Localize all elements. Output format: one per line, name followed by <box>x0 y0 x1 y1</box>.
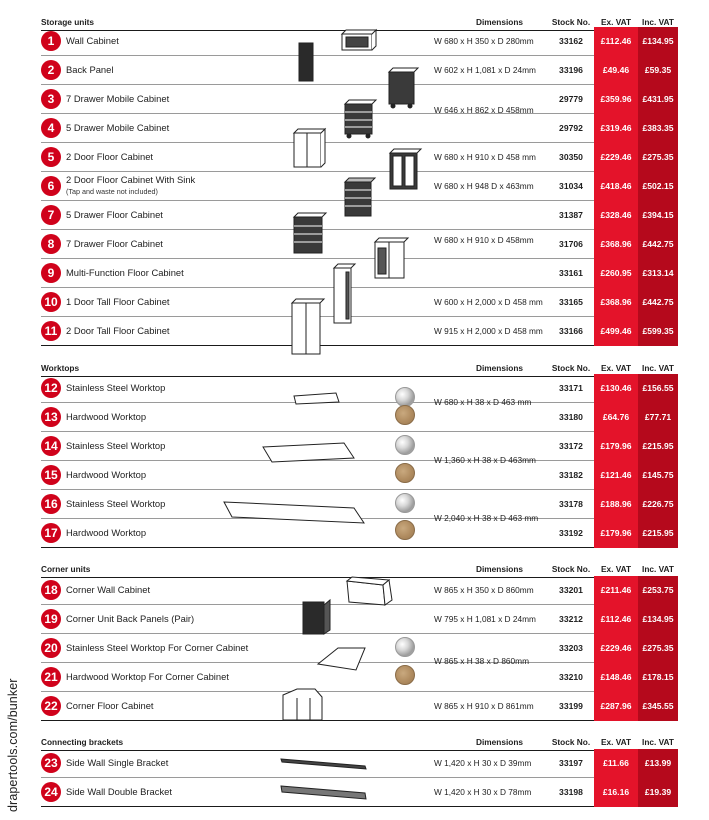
product-name: Corner Wall Cabinet <box>66 584 151 595</box>
price-inc-vat: £134.95 <box>638 605 678 634</box>
column-inc-vat: Inc. VAT <box>642 737 674 747</box>
price-inc-vat: £215.95 <box>638 432 678 461</box>
item-number-badge: 9 <box>41 263 61 283</box>
column-stock-no: Stock No. <box>551 564 591 574</box>
corner-cabinet-icon <box>283 689 322 720</box>
item-number-badge: 15 <box>41 465 61 485</box>
shared-dimensions: W 865 x H 38 x D 860mm <box>434 656 529 666</box>
product-name: Hardwood Worktop <box>66 411 147 422</box>
column-ex-vat: Ex. VAT <box>600 363 632 373</box>
item-number-badge: 8 <box>41 234 61 254</box>
item-number-badge: 13 <box>41 407 61 427</box>
stock-number: 33162 <box>559 36 583 46</box>
tall-cabinet-icon <box>334 264 355 323</box>
column-dimensions: Dimensions <box>475 564 524 574</box>
item-number-badge: 3 <box>41 89 61 109</box>
price-inc-vat: £313.14 <box>638 259 678 288</box>
stock-number: 33171 <box>559 383 583 393</box>
price-inc-vat: £502.15 <box>638 172 678 201</box>
column-dimensions: Dimensions <box>475 363 524 373</box>
price-ex-vat: £499.46 <box>594 317 638 346</box>
price-ex-vat: £148.46 <box>594 663 638 692</box>
item-number-badge: 1 <box>41 31 61 51</box>
product-name: 7 Drawer Mobile Cabinet <box>66 93 170 104</box>
sidebar-url: drapertools.com/bunker <box>6 678 20 812</box>
product-dimensions: W 1,420 x H 30 x D 78mm <box>434 787 532 797</box>
price-ex-vat: £112.46 <box>594 605 638 634</box>
item-number-badge: 23 <box>41 753 61 773</box>
product-name: Hardwood Worktop For Corner Cabinet <box>66 671 229 682</box>
product-name: Stainless Steel Worktop <box>66 440 166 451</box>
item-number-badge: 19 <box>41 609 61 629</box>
price-inc-vat: £275.35 <box>638 143 678 172</box>
price-ex-vat: £328.46 <box>594 201 638 230</box>
section-title: Worktops <box>41 363 80 373</box>
shared-dimensions: W 680 x H 910 x D 458mm <box>434 235 534 245</box>
product-name: 2 Door Tall Floor Cabinet <box>66 325 170 336</box>
price-inc-vat: £77.71 <box>638 403 678 432</box>
worktop-icon <box>224 502 364 523</box>
stock-number: 29792 <box>559 123 583 133</box>
column-dimensions: Dimensions <box>475 17 524 27</box>
column-stock-no: Stock No. <box>551 737 591 747</box>
column-stock-no: Stock No. <box>551 363 591 373</box>
product-dimensions: W 680 x H 948 D x 463mm <box>434 181 534 191</box>
floor-cabinet-icon <box>390 149 421 189</box>
stock-number: 33178 <box>559 499 583 509</box>
product-name: 7 Drawer Floor Cabinet <box>66 238 163 249</box>
price-ex-vat: £188.96 <box>594 490 638 519</box>
item-number-badge: 5 <box>41 147 61 167</box>
stock-number: 33192 <box>559 528 583 538</box>
product-name: 5 Drawer Mobile Cabinet <box>66 122 170 133</box>
price-ex-vat: £260.95 <box>594 259 638 288</box>
stock-number: 31387 <box>559 210 583 220</box>
price-inc-vat: £599.35 <box>638 317 678 346</box>
floor-cabinet-icon <box>375 238 408 278</box>
item-number-badge: 11 <box>41 321 61 341</box>
stock-number: 30350 <box>559 152 583 162</box>
column-dimensions: Dimensions <box>475 737 524 747</box>
product-name: Back Panel <box>66 64 114 75</box>
item-number-badge: 20 <box>41 638 61 658</box>
mobile-cabinet-icon <box>345 100 376 138</box>
product-dimensions: W 915 x H 2,000 x D 458 mm <box>434 326 543 336</box>
floor-cabinet-icon <box>345 178 375 216</box>
product-dimensions: W 680 x H 910 x D 458 mm <box>434 152 536 162</box>
shared-dimensions: W 1,360 x H 38 x D 463mm <box>434 455 536 465</box>
price-ex-vat: £368.96 <box>594 288 638 317</box>
item-number-badge: 24 <box>41 782 61 802</box>
item-number-badge: 18 <box>41 580 61 600</box>
price-ex-vat: £64.76 <box>594 403 638 432</box>
price-ex-vat: £229.46 <box>594 143 638 172</box>
stock-number: 33197 <box>559 758 583 768</box>
product-name: 2 Door Floor Cabinet With Sink <box>66 174 196 185</box>
price-inc-vat: £145.75 <box>638 461 678 490</box>
shared-dimensions: W 2,040 x H 38 x D 463 mm <box>434 513 539 523</box>
worktop-icon <box>263 443 354 462</box>
column-inc-vat: Inc. VAT <box>642 363 674 373</box>
item-number-badge: 17 <box>41 523 61 543</box>
item-number-badge: 21 <box>41 667 61 687</box>
price-inc-vat: £345.55 <box>638 692 678 721</box>
price-inc-vat: £442.75 <box>638 230 678 259</box>
price-ex-vat: £179.96 <box>594 432 638 461</box>
stock-number: 33182 <box>559 470 583 480</box>
item-number-badge: 12 <box>41 378 61 398</box>
column-inc-vat: Inc. VAT <box>642 17 674 27</box>
back-panel-icon <box>303 600 330 634</box>
stock-number: 33198 <box>559 787 583 797</box>
stock-number: 33196 <box>559 65 583 75</box>
floor-cabinet-icon <box>294 213 326 253</box>
product-dimensions: W 795 x H 1,081 x D 24mm <box>434 614 536 624</box>
column-ex-vat: Ex. VAT <box>600 17 632 27</box>
column-ex-vat: Ex. VAT <box>600 564 632 574</box>
product-dimensions: W 865 x H 350 x D 860mm <box>434 585 534 595</box>
shared-dimensions: W 646 x H 862 x D 458mm <box>434 105 534 115</box>
product-name: Side Wall Double Bracket <box>66 786 172 797</box>
mobile-cabinet-icon <box>389 68 418 108</box>
section-title: Connecting brackets <box>41 737 124 747</box>
product-note: (Tap and waste not included) <box>66 187 158 196</box>
section-title: Corner units <box>41 564 91 574</box>
stock-number: 33166 <box>559 326 583 336</box>
price-inc-vat: £442.75 <box>638 288 678 317</box>
stock-number: 33212 <box>559 614 583 624</box>
price-inc-vat: £134.95 <box>638 27 678 56</box>
price-inc-vat: £156.55 <box>638 374 678 403</box>
product-name: Hardwood Worktop <box>66 527 147 538</box>
price-ex-vat: £359.96 <box>594 85 638 114</box>
product-name: Hardwood Worktop <box>66 469 147 480</box>
stock-number: 33165 <box>559 297 583 307</box>
product-dimensions: W 680 x H 350 x D 280mm <box>434 36 534 46</box>
price-inc-vat: £431.95 <box>638 85 678 114</box>
product-name: Stainless Steel Worktop <box>66 498 166 509</box>
price-ex-vat: £229.46 <box>594 634 638 663</box>
wall-cabinet-icon <box>342 30 376 50</box>
price-ex-vat: £211.46 <box>594 576 638 605</box>
worktop-icon <box>318 648 365 670</box>
stock-number: 33199 <box>559 701 583 711</box>
column-ex-vat: Ex. VAT <box>600 737 632 747</box>
product-name: 2 Door Floor Cabinet <box>66 151 154 162</box>
price-inc-vat: £59.35 <box>638 56 678 85</box>
product-name: Corner Floor Cabinet <box>66 700 154 711</box>
tall-cabinet-icon <box>292 299 324 354</box>
price-ex-vat: £49.46 <box>594 56 638 85</box>
product-name: Stainless Steel Worktop For Corner Cabinet <box>66 642 249 653</box>
shared-dimensions: W 680 x H 38 x D 463 mm <box>434 397 532 407</box>
item-number-badge: 10 <box>41 292 61 312</box>
stock-number: 33201 <box>559 585 583 595</box>
section-title: Storage units <box>41 17 95 27</box>
bracket-icon <box>281 759 366 769</box>
price-inc-vat: £226.75 <box>638 490 678 519</box>
worktop-icon <box>294 393 339 404</box>
column-inc-vat: Inc. VAT <box>642 564 674 574</box>
price-ex-vat: £11.66 <box>594 749 638 778</box>
product-dimensions: W 600 x H 2,000 x D 458 mm <box>434 297 543 307</box>
product-dimensions: W 1,420 x H 30 x D 39mm <box>434 758 532 768</box>
price-ex-vat: £287.96 <box>594 692 638 721</box>
product-dimensions: W 865 x H 910 x D 861mm <box>434 701 534 711</box>
item-number-badge: 7 <box>41 205 61 225</box>
product-name: Stainless Steel Worktop <box>66 382 166 393</box>
stock-number: 29779 <box>559 94 583 104</box>
item-number-badge: 14 <box>41 436 61 456</box>
product-name: Side Wall Single Bracket <box>66 757 169 768</box>
price-ex-vat: £319.46 <box>594 114 638 143</box>
price-ex-vat: £368.96 <box>594 230 638 259</box>
back-panel-icon <box>299 43 313 81</box>
product-name: Wall Cabinet <box>66 35 119 46</box>
floor-cabinet-icon <box>294 129 325 167</box>
stock-number: 33172 <box>559 441 583 451</box>
stock-number: 33161 <box>559 268 583 278</box>
stock-number: 33210 <box>559 672 583 682</box>
item-number-badge: 4 <box>41 118 61 138</box>
price-ex-vat: £418.46 <box>594 172 638 201</box>
price-inc-vat: £275.35 <box>638 634 678 663</box>
stock-number: 31706 <box>559 239 583 249</box>
price-ex-vat: £121.46 <box>594 461 638 490</box>
price-inc-vat: £215.95 <box>638 519 678 548</box>
item-number-badge: 2 <box>41 60 61 80</box>
price-ex-vat: £130.46 <box>594 374 638 403</box>
bracket-icon <box>281 786 366 799</box>
price-ex-vat: £112.46 <box>594 27 638 56</box>
price-ex-vat: £179.96 <box>594 519 638 548</box>
price-inc-vat: £383.35 <box>638 114 678 143</box>
stock-number: 33180 <box>559 412 583 422</box>
price-inc-vat: £253.75 <box>638 576 678 605</box>
price-inc-vat: £178.15 <box>638 663 678 692</box>
product-dimensions: W 602 x H 1,081 x D 24mm <box>434 65 536 75</box>
stock-number: 33203 <box>559 643 583 653</box>
product-name: 5 Drawer Floor Cabinet <box>66 209 163 220</box>
stock-number: 31034 <box>559 181 583 191</box>
product-name: Multi-Function Floor Cabinet <box>66 267 184 278</box>
item-number-badge: 22 <box>41 696 61 716</box>
price-inc-vat: £19.39 <box>638 778 678 807</box>
product-name: 1 Door Tall Floor Cabinet <box>66 296 170 307</box>
price-inc-vat: £13.99 <box>638 749 678 778</box>
price-ex-vat: £16.16 <box>594 778 638 807</box>
price-inc-vat: £394.15 <box>638 201 678 230</box>
item-number-badge: 16 <box>41 494 61 514</box>
column-stock-no: Stock No. <box>551 17 591 27</box>
corner-cabinet-icon <box>347 577 392 605</box>
item-number-badge: 6 <box>41 176 61 196</box>
product-name: Corner Unit Back Panels (Pair) <box>66 613 195 624</box>
